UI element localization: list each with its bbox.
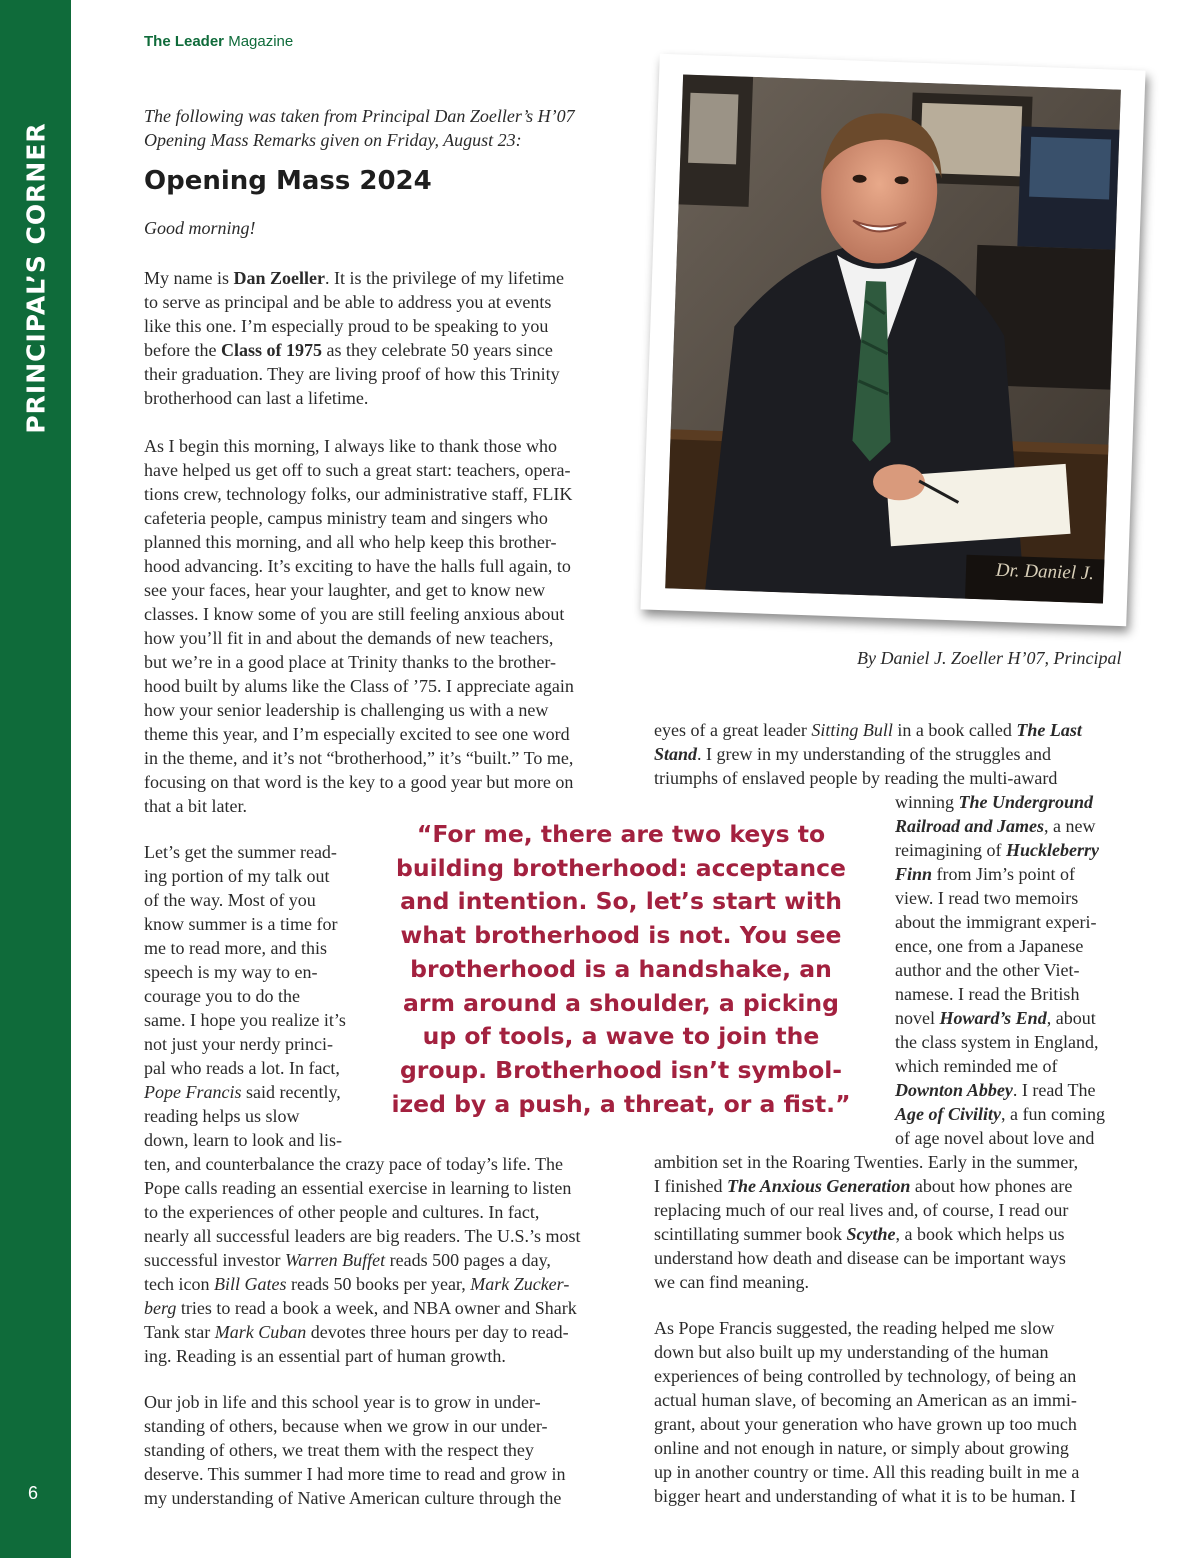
text-line: cafeteria people, campus ministry team and singers who (144, 508, 548, 528)
text-line: the class system in England, (895, 1032, 1099, 1052)
text-line: that a bit later. (144, 796, 247, 816)
text-line: namese. I read the British (895, 984, 1080, 1004)
intro-line: Opening Mass Remarks given on Friday, August 23: (144, 130, 522, 150)
text-line: “For me, there are two keys to (416, 820, 826, 848)
text-line: standing of others, we treat them with the respect they (144, 1440, 534, 1460)
text-line: but we’re in a good place at Trinity thanks to the brother- (144, 652, 557, 672)
intro-line: The following was taken from Principal Dan Zoeller’s H’07 (144, 106, 575, 126)
text-line: not just your nerdy princi- (144, 1034, 333, 1054)
text-line: Finn from Jim’s point of (895, 864, 1076, 884)
text-line: tions crew, technology folks, our administrative staff, FLIK (144, 484, 573, 504)
text-line: brotherhood can last a lifetime. (144, 388, 369, 408)
text-line: of the way. Most of you (144, 890, 316, 910)
paragraph-reading-cont (144, 1152, 581, 1368)
text-line: winning The Underground (895, 792, 1094, 812)
text-line: which reminded me of (895, 1056, 1058, 1076)
text-line: deserve. This summer I had more time to read and grow in (144, 1464, 566, 1484)
right-paragraph-wide (654, 1150, 1078, 1294)
text-line: Railroad and James, a new (895, 816, 1096, 836)
text-line: up in another country or time. All this reading built in me a (654, 1462, 1080, 1482)
text-line: planned this morning, and all who help keep this brother- (144, 532, 557, 552)
text-line: berg tries to read a book a week, and NBA owner and Shark (144, 1298, 577, 1318)
text-line: arm around a shoulder, a picking (403, 988, 839, 1017)
text-line: to serve as principal and be able to address you at events (144, 292, 552, 312)
magazine-brand-suffix: Magazine (224, 33, 294, 50)
principal-photo (665, 75, 1121, 604)
text-line: bigger heart and understanding of what it is to be human. I (654, 1486, 1076, 1506)
text-line: and intention. So, let’s start with (400, 887, 842, 916)
text-line: of age novel about love and (895, 1128, 1095, 1148)
text-line: As Pope Francis suggested, the reading helped me slow (654, 1318, 1055, 1338)
greeting: Good morning! (144, 218, 256, 238)
paragraph-intro (144, 266, 564, 410)
text-line: how you’ll fit in and about the demands of new teachers, (144, 628, 554, 648)
text-line: Let’s get the summer read- (144, 842, 337, 862)
text-line: down but also built up my understanding of the human (654, 1342, 1049, 1362)
text-line: how your senior leadership is challenging us with a new (144, 700, 549, 720)
text-line: actual human slave, of becoming an American as an immi- (654, 1390, 1077, 1410)
text-line: know summer is a time for (144, 914, 338, 934)
text-line: Tank star Mark Cuban devotes three hours per day to read- (144, 1322, 569, 1342)
text-line: Pope calls reading an essential exercise in learning to listen (144, 1178, 572, 1198)
text-line: same. I hope you realize it’s (144, 1010, 346, 1030)
text-line: courage you to do the (144, 986, 300, 1006)
text-line: down, learn to look and lis- (144, 1130, 342, 1150)
text-line: me to read more, and this (144, 938, 327, 958)
text-line: have helped us get off to such a great start: teachers, opera- (144, 460, 571, 480)
text-line: before the Class of 1975 as they celebrate 50 years since (144, 340, 553, 360)
right-paragraph-top (654, 718, 1082, 790)
text-line: grant, about your generation who have grown up too much (654, 1414, 1077, 1434)
pull-quote (372, 818, 870, 1121)
text-line: hood built by alums like the Class of ’75. I appreciate again (144, 676, 574, 696)
text-line: Downton Abbey. I read The (895, 1080, 1096, 1100)
text-line: to the experiences of other people and cultures. In fact, (144, 1202, 540, 1222)
text-line: ing. Reading is an essential part of human growth. (144, 1346, 506, 1366)
text-line: reimagining of Huckleberry (895, 840, 1099, 860)
text-line: focusing on that word is the key to a good year but more on (144, 772, 574, 792)
text-line: nearly all successful leaders are big readers. The U.S.’s most (144, 1226, 581, 1246)
text-line: we can find meaning. (654, 1272, 809, 1292)
text-line: in the theme, and it’s not “brotherhood,” it’s “built.” To me, (144, 748, 574, 768)
text-line: triumphs of enslaved people by reading the multi-award (654, 768, 1058, 788)
desk-nameplate: Dr. Daniel J. (995, 559, 1095, 585)
text-line: online and not enough in nature, or simply about growing (654, 1438, 1069, 1458)
text-line: what brotherhood is not. You see (400, 921, 842, 950)
text-line: group. Brotherhood isn’t symbol- (399, 1055, 843, 1084)
text-line: building brotherhood: acceptance (396, 853, 846, 882)
text-line: Stand. I grew in my understanding of the struggles and (654, 744, 1051, 764)
text-line: hood advancing. It’s exciting to have the halls full again, to (144, 556, 571, 576)
text-line: understand how death and disease can be important ways (654, 1248, 1066, 1268)
principal-photo-frame (640, 54, 1145, 627)
principal-photo-illustration (665, 75, 1121, 604)
text-line: see your faces, hear your laughter, and get to know new (144, 580, 546, 600)
text-line: brotherhood is a handshake, an (410, 954, 832, 983)
right-paragraph-narrow (895, 790, 1105, 1150)
intro-note (144, 104, 614, 152)
text-line: speech is my way to en- (144, 962, 318, 982)
text-line: experiences of being controlled by technology, of being an (654, 1366, 1077, 1386)
text-line: tech icon Bill Gates reads 50 books per year, Mark Zucker- (144, 1274, 570, 1294)
text-line: ing portion of my talk out (144, 866, 330, 886)
text-line: scintillating summer book Scythe, a book which helps us (654, 1224, 1065, 1244)
text-line: Age of Civility, a fun coming (895, 1104, 1105, 1124)
text-line: about the immigrant experi- (895, 912, 1097, 932)
text-line: pal who reads a lot. In fact, (144, 1058, 340, 1078)
text-line: As I begin this morning, I always like to thank those who (144, 436, 557, 456)
article-title: Opening Mass 2024 (144, 166, 432, 196)
text-line: standing of others, because when we grow in our under- (144, 1416, 548, 1436)
text-line: ten, and counterbalance the crazy pace of today’s life. The (144, 1154, 563, 1174)
text-line: author and the other Viet- (895, 960, 1080, 980)
sidebar (0, 0, 71, 1558)
magazine-brand: The Leader (144, 33, 225, 50)
text-line: ence, one from a Japanese (895, 936, 1084, 956)
page-number: 6 (28, 1483, 39, 1503)
text-line: Our job in life and this school year is to grow in under- (144, 1392, 541, 1412)
text-line: theme this year, and I’m especially excited to see one word (144, 724, 570, 744)
text-line: replacing much of our real lives and, of course, I read our (654, 1200, 1069, 1220)
text-line: up of tools, a wave to join the (422, 1022, 820, 1051)
text-line: I finished The Anxious Generation about how phones are (654, 1176, 1073, 1196)
article-byline: By Daniel J. Zoeller H’07, Principal (857, 648, 1122, 668)
text-line: novel Howard’s End, about (895, 1008, 1096, 1028)
text-line: reading helps us slow (144, 1106, 300, 1126)
text-line: ized by a push, a threat, or a fist.” (391, 1089, 851, 1118)
text-line: eyes of a great leader Sitting Bull in a book called The Last (654, 720, 1082, 740)
text-line: successful investor Warren Buffet reads 500 pages a day, (144, 1250, 551, 1270)
text-line: My name is Dan Zoeller. It is the privilege of my lifetime (144, 268, 564, 288)
text-line: like this one. I’m especially proud to be speaking to you (144, 316, 549, 336)
text-line: Pope Francis said recently, (144, 1082, 341, 1102)
paragraph-thanks (144, 434, 574, 818)
text-line: my understanding of Native American culture through the (144, 1488, 562, 1508)
paragraph-understanding (144, 1390, 566, 1510)
text-line: ambition set in the Roaring Twenties. Early in the summer, (654, 1152, 1079, 1172)
section-title: PRINCIPAL’S CORNER (21, 122, 51, 434)
magazine-header (144, 33, 293, 50)
text-line: classes. I know some of you are still feeling anxious about (144, 604, 565, 624)
text-line: their graduation. They are living proof of how this Trinity (144, 364, 560, 384)
text-line: view. I read two memoirs (895, 888, 1079, 908)
right-paragraph-closing (654, 1316, 1079, 1508)
paragraph-reading (144, 840, 346, 1152)
